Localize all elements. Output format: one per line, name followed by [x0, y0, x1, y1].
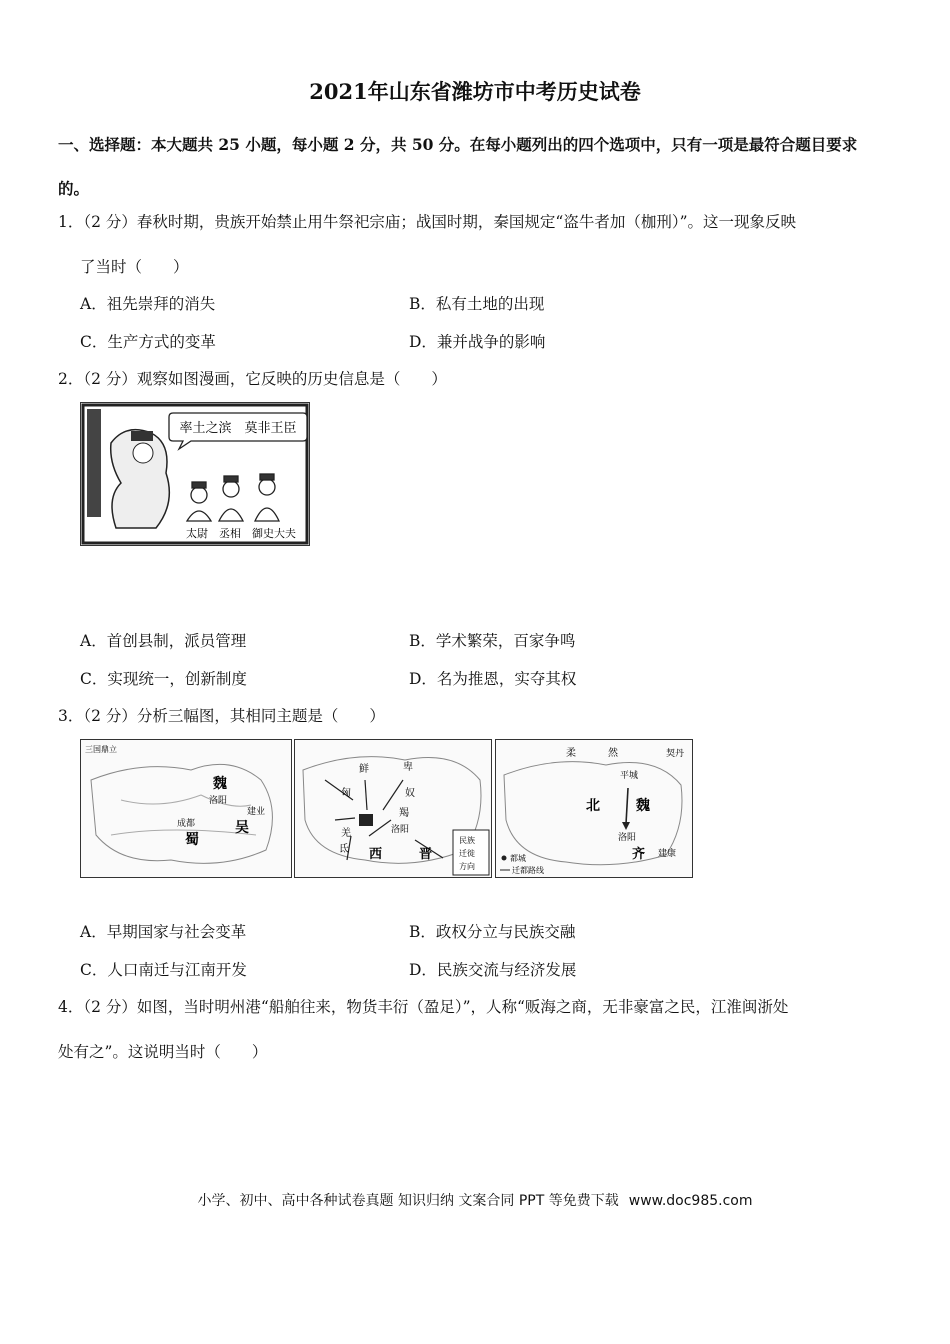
map-1-label: 成都: [177, 819, 196, 829]
question-4-stem-cont: 处有之”。这说明当时（ ）: [58, 1043, 268, 1061]
map-1-label: 魏: [213, 776, 227, 792]
map-1-image: [80, 739, 292, 878]
map-2-label: 羯: [399, 808, 409, 819]
map-2-legend-text: 迁徙: [459, 849, 475, 858]
map-1-label: 洛阳: [209, 796, 228, 806]
map-1-drawing: [81, 740, 291, 877]
cartoon-speech-text: 率土之滨 莫非王臣: [179, 421, 297, 436]
question-3-option-b: B．政权分立与民族交融: [409, 923, 576, 941]
map-3-image: [495, 739, 693, 878]
map-2-label: 匈: [341, 788, 351, 799]
map-1-label: 蜀: [185, 832, 199, 848]
map-2-legend-text: 方向: [459, 862, 475, 871]
question-3-option-a: A．早期国家与社会变革: [80, 923, 247, 941]
question-2-stem: 2．（2 分）观察如图漫画，它反映的历史信息是（ ）: [58, 370, 447, 388]
question-1-stem: 1．（2 分）春秋时期，贵族开始禁止用牛祭祀宗庙；战国时期，秦国规定“盗牛者加（枷刑）”。这一现象反映: [58, 213, 797, 231]
question-2-option-c: C．实现统一，创新制度: [80, 670, 247, 688]
map-2-drawing: [295, 740, 491, 877]
map-3-label: 北: [586, 798, 600, 814]
page-footer: [0, 1190, 950, 1210]
map-1-label: 吴: [235, 820, 249, 836]
question-4-stem: 4．（2 分）如图，当时明州港“船舶往来，物货丰衍（盈足）”，人称“贩海之商，无非豪富之民，江淮闽浙处: [58, 998, 789, 1016]
question-1-option-d: D．兼并战争的影响: [409, 333, 546, 351]
map-2-label: 氐: [339, 844, 349, 855]
question-1-option-a: A．祖先崇拜的消失: [80, 295, 216, 313]
map-2-label: 晋: [419, 847, 433, 862]
footer-link[interactable]: www.doc985.com: [628, 1193, 753, 1209]
map-2-label: 羌: [341, 828, 351, 839]
section-heading: 一、选择题：本大题共 25 小题，每小题 2 分，共 50 分。在每小题列出的四个选项中，只有一项是最符合题目要求: [58, 135, 858, 154]
cartoon-image: [80, 402, 310, 546]
map-3-drawing: [496, 740, 692, 877]
question-1-stem-cont: 了当时（ ）: [80, 258, 189, 276]
map-3-label: 然: [608, 748, 618, 759]
question-3-option-d: D．民族交流与经济发展: [409, 961, 577, 979]
map-3-label: 洛阳: [618, 833, 637, 843]
map-2-label: 洛阳: [391, 825, 410, 835]
question-2-option-a: A．首创县制，派员管理: [80, 632, 247, 650]
map-2-image: [294, 739, 492, 878]
question-2-option-b: B．学术繁荣，百家争鸣: [409, 632, 576, 650]
page-title: 2021年山东省潍坊市中考历史试卷: [309, 79, 641, 104]
map-1-corner-label: 三国鼎立: [85, 745, 117, 754]
map-3-label: 柔: [566, 748, 576, 759]
map-1-label: 建业: [247, 807, 266, 817]
map-2-label: 卑: [403, 762, 413, 773]
map-3-label: 齐: [632, 847, 646, 862]
map-3-legend-text: 迁都路线: [512, 866, 544, 875]
map-2-label: 西: [369, 847, 383, 862]
map-3-legend-text: 都城: [510, 854, 526, 863]
map-3-label: 契丹: [666, 749, 685, 759]
question-2-option-d: D．名为推恩，实夺其权: [409, 670, 577, 688]
cartoon-drawing: [81, 403, 309, 545]
section-heading-cont: 的。: [58, 179, 90, 198]
map-2-label: 鲜: [359, 764, 369, 775]
question-1-option-c: C．生产方式的变革: [80, 333, 216, 351]
question-3-stem: 3．（2 分）分析三幅图，其相同主题是（ ）: [58, 707, 385, 725]
map-2-label: 奴: [405, 788, 415, 799]
map-3-label: 魏: [636, 798, 650, 814]
question-1-option-b: B．私有土地的出现: [409, 295, 545, 313]
question-3-option-c: C．人口南迁与江南开发: [80, 961, 247, 979]
map-2-legend-text: 民族: [459, 836, 475, 845]
footer-text: 小学、初中、高中各种试卷真题 知识归纳 文案合同 PPT 等免费下载: [197, 1193, 619, 1209]
map-3-label: 平城: [620, 771, 639, 781]
cartoon-caption: 太尉 丞相 御史大夫: [186, 527, 296, 540]
map-3-label: 建康: [658, 849, 677, 859]
